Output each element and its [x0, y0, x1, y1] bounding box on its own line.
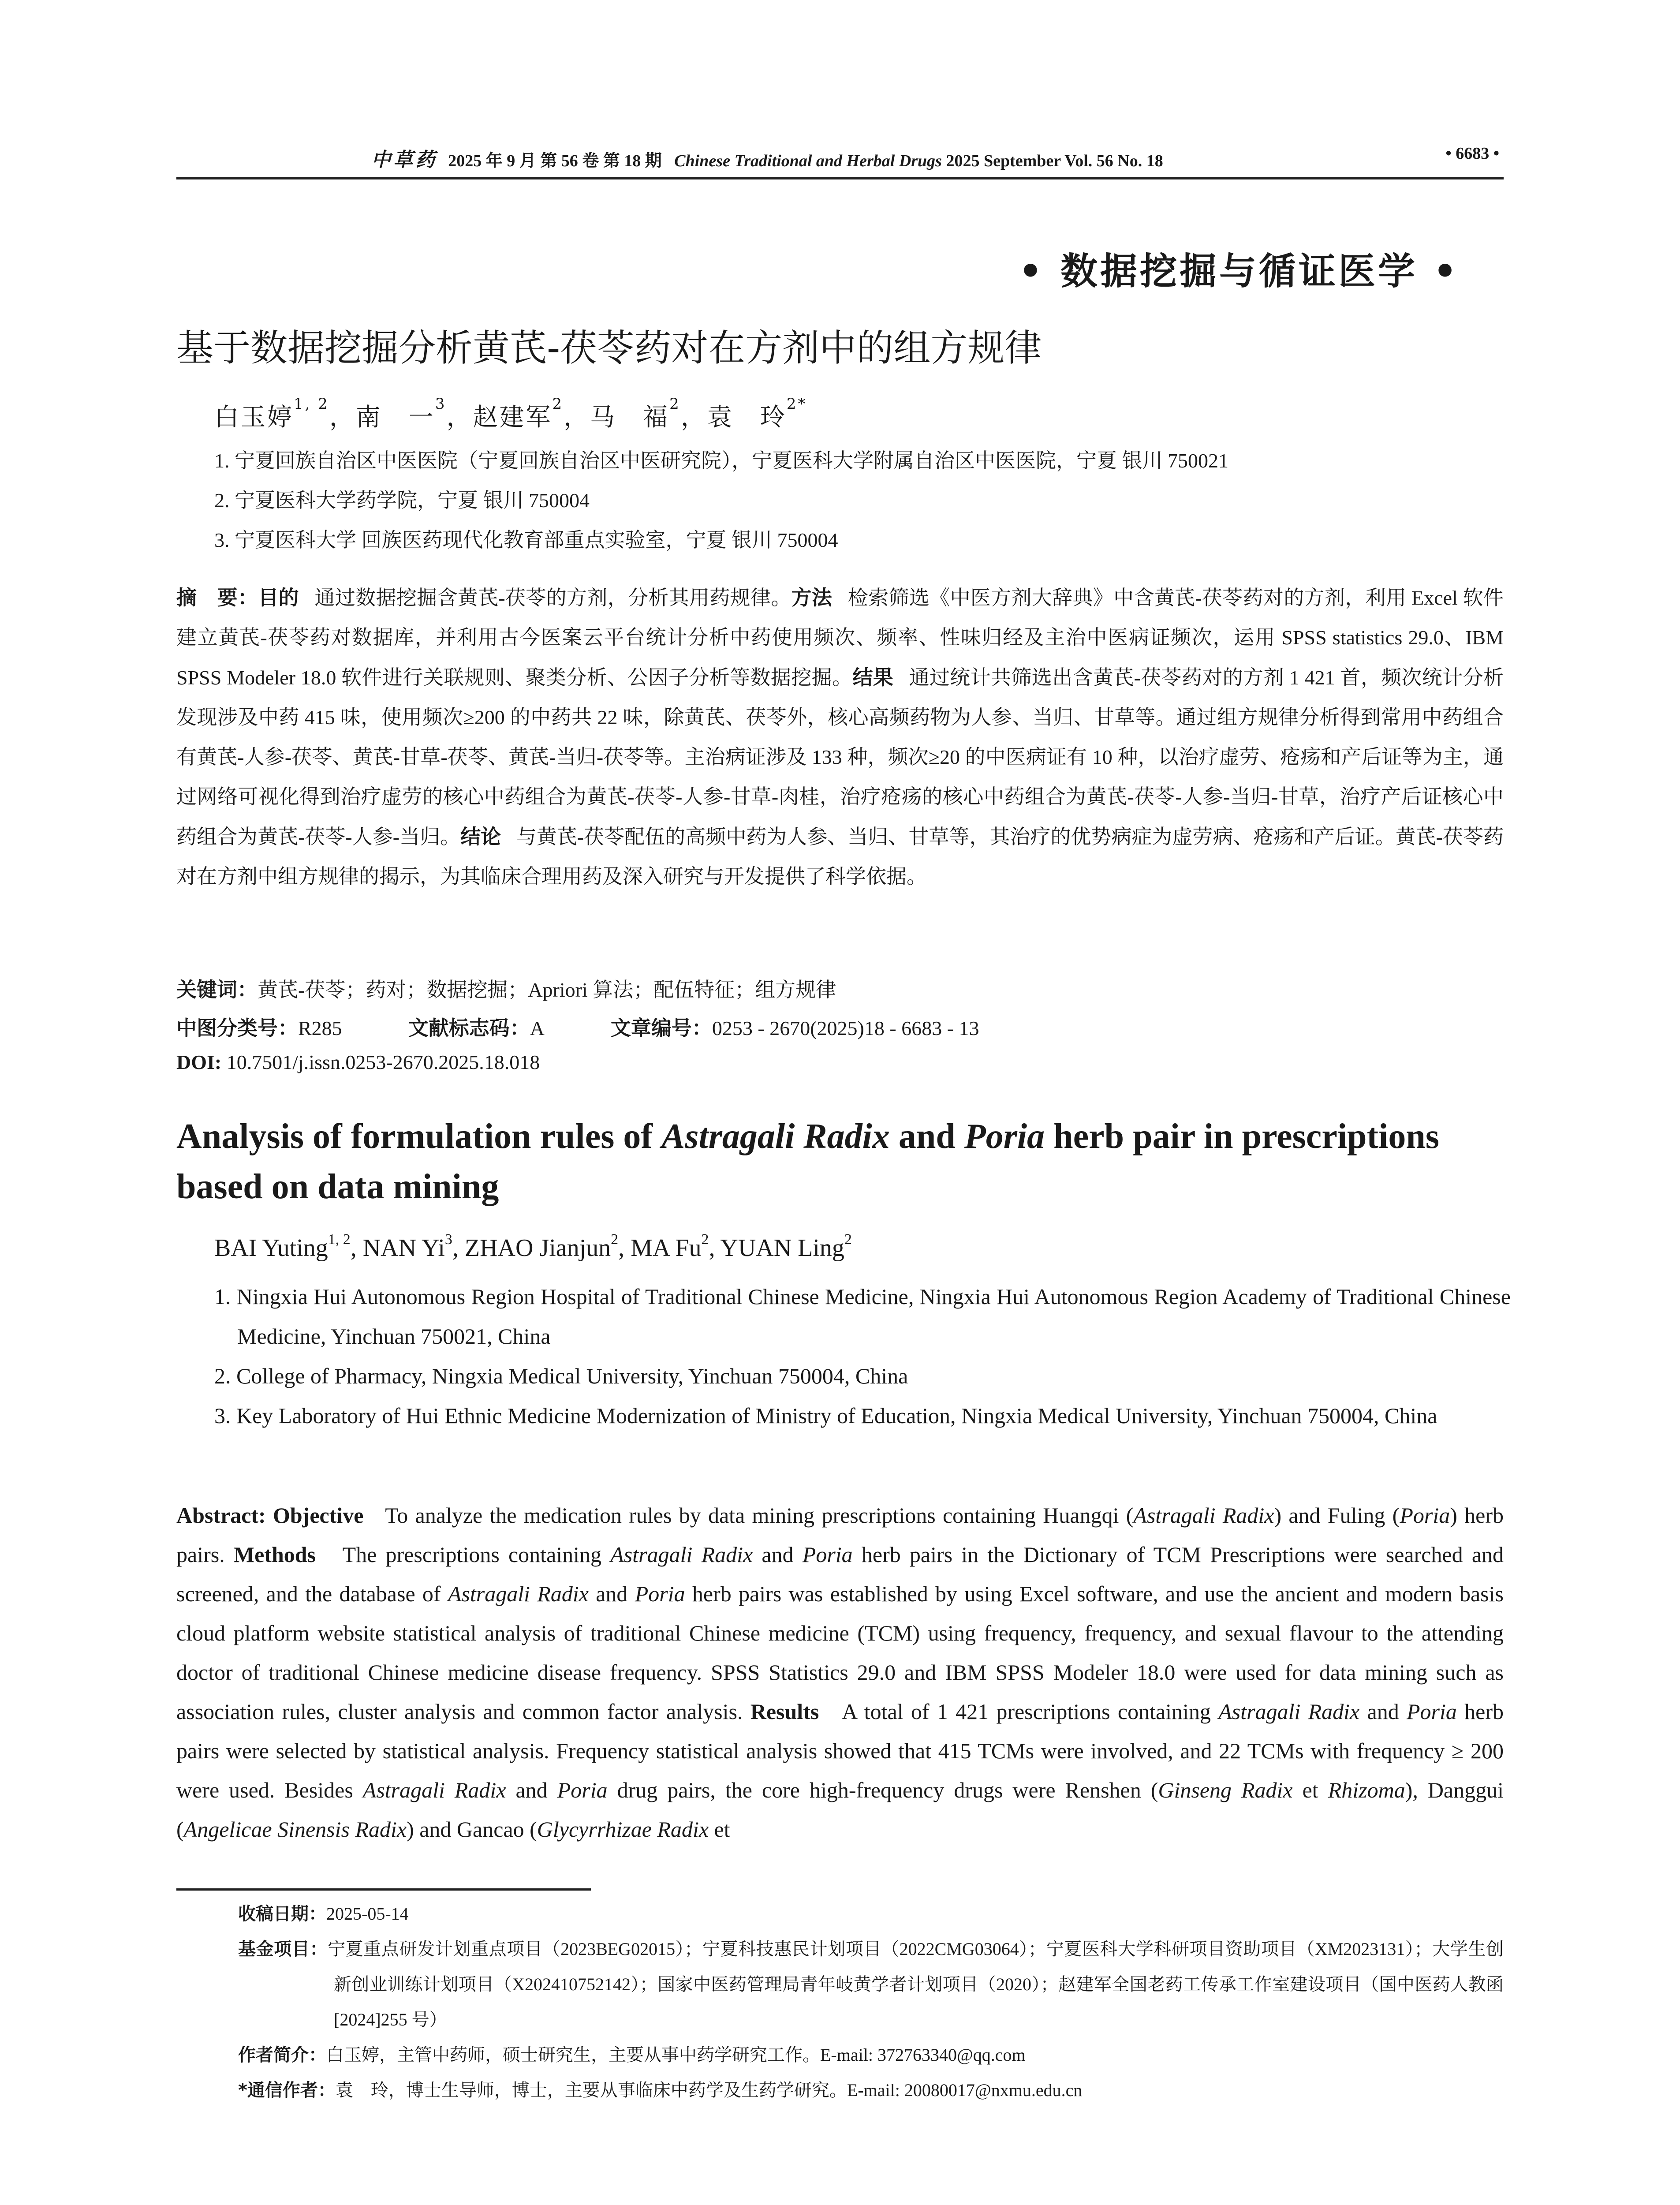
affiliation-list-cn: [214, 441, 1519, 560]
italic-term: Angelicae Sinensis Radix: [183, 1817, 407, 1842]
author-separator: ,: [618, 1234, 631, 1262]
author-affil-sup: 2*: [786, 395, 807, 413]
affiliation-cn: 2. 宁夏医科大学药学院，宁夏 银川 750004: [214, 489, 590, 512]
objective-label-cn: 目的: [258, 586, 299, 609]
author-affil-sup: 1, 2: [328, 1231, 351, 1248]
author-name-en: NAN Yi: [362, 1234, 445, 1262]
footnote-funding: [238, 1932, 1504, 2037]
author-affil-sup: 2: [552, 395, 564, 413]
author-name-cn: 南 一: [355, 403, 435, 432]
italic-term: Astragali Radix: [610, 1542, 753, 1567]
author-name-en: YUAN Ling: [720, 1234, 844, 1262]
abstract-text: and: [588, 1581, 635, 1606]
title-en-part: Analysis of formulation rules of: [176, 1117, 661, 1156]
abstract-text: herb pairs was established by using Excel software, and use the ancient and modern basis cloud platform website statistical analysis of traditional Chinese medicine (TCM) using frequency, frequency, and sexual flavour to the attending doctor of traditional Chinese medicine disease frequency. SPSS Statistics 29.0 and IBM SPSS Modeler 18.0 were used for data mining such as association rules, cluster analysis and common factor analysis.: [176, 1581, 1504, 1724]
abstract-text: ) and Gancao (: [407, 1817, 537, 1842]
doc-code-label: 文献标志码：: [408, 1016, 530, 1040]
running-header-center: [176, 144, 1358, 172]
results-label-en: Results: [750, 1699, 819, 1724]
abstract-label-cn: 摘 要：: [176, 586, 258, 609]
abstract-text: and: [506, 1778, 557, 1802]
footnotes: [238, 1896, 1504, 2108]
abstract-text: and: [753, 1542, 803, 1567]
affiliation-cn: 3. 宁夏医科大学 回族医药现代化教育部重点实验室，宁夏 银川 750004: [214, 529, 838, 551]
italic-term: Astragali Radix: [1133, 1503, 1274, 1528]
author-separator: ，: [680, 403, 707, 432]
conclusion-label-cn: 结论: [460, 825, 501, 848]
results-label-cn: 结果: [852, 665, 894, 689]
author-affil-sup: 2: [701, 1231, 709, 1248]
title-en-part: Poria: [964, 1117, 1045, 1156]
abstract-en: [176, 1496, 1504, 1849]
italic-term: Poria: [802, 1542, 853, 1567]
affiliation-cn: 1. 宁夏回族自治区中医医院（宁夏回族自治区中医研究院），宁夏医科大学附属自治区中医医院，宁夏 银川 750021: [214, 449, 1228, 472]
italic-term: Astragali Radix: [362, 1778, 506, 1802]
author-name-cn: 白玉婷: [214, 403, 294, 432]
methods-text-cn: 检索筛选《中医方剂大辞典》中含黄芪-茯苓药对的方剂，利用 Excel 软件建立黄芪-茯苓药对数据库，并利用古今医案云平台统计分析中药使用频次、频率、性味归经及主治中医病证频次，运用 SPSS statistics 29.0、IBM SPSS Modeler 18.0 软件进行关联规则、聚类分析、公因子分析等数据挖掘。: [176, 587, 1504, 689]
abstract-text: To analyze the medication rules by data mining prescriptions containing Huangqi (: [385, 1503, 1134, 1528]
footnote-text: 2025-05-14: [326, 1904, 409, 1924]
author-affil-sup: 3: [444, 1231, 452, 1248]
conclusion-text-cn: 与黄芪-茯苓配伍的高频中药为人参、当归、甘草等，其治疗的优势病症为虚劳病、疮疡和产后证。黄芪-茯苓药对在方剂中组方规律的揭示，为其临床合理用药及深入研究与开发提供了科学依据。: [176, 826, 1504, 888]
author-affil-sup: 1, 2: [294, 395, 329, 413]
author-name-en: ZHAO Jianjun: [464, 1234, 611, 1262]
author-affil-sup: 3: [435, 395, 447, 413]
classification-line: [176, 1012, 979, 1041]
affiliation-en: 3. Key Laboratory of Hui Ethnic Medicine Modernization of Ministry of Education, Ningxia Medical University, Yinchuan 750004, China: [214, 1403, 1437, 1428]
italic-term: Astragali Radix: [1218, 1699, 1360, 1724]
author-separator: ,: [350, 1234, 363, 1262]
author-list-en: [214, 1231, 852, 1262]
affiliation-en: 2. College of Pharmacy, Ningxia Medical University, Yinchuan 750004, China: [214, 1364, 908, 1388]
journal-name-en: Chinese Traditional and Herbal Drugs: [674, 152, 942, 170]
abstract-text: A total of 1 421 prescriptions containing: [842, 1699, 1219, 1724]
italic-term: Poria: [557, 1778, 608, 1802]
results-text-cn: 通过统计共筛选出含黄芪-茯苓药对的方剂 1 421 首，频次统计分析发现涉及中药 415 味，使用频次≥200 的中药共 22 味，除黄芪、茯苓外，核心高频药物为人参、当归、甘草等。通过组方规律分析得到常用中药组合有黄芪-人参-茯苓、黄芪-甘草-茯苓、黄芪-当归-茯苓等。主治病证涉及 133 种，频次≥20 的中医病证有 10 种，以治疗虚劳、疮疡和产后证等为主，通过网络可视化得到治疗虚劳的核心中药组合为黄芪-茯苓-人参-甘草-肉桂，治疗疮疡的核心中药组合为黄芪-茯苓-人参-当归-甘草，治疗产后证核心中药组合为黄芪-茯苓-人参-当归。: [176, 666, 1504, 848]
doi-line: [176, 1050, 540, 1074]
footnote-label: 作者简介：: [238, 2045, 326, 2065]
italic-term: Poria: [1406, 1699, 1457, 1724]
abstract-text: herb pairs were selected by statistical analysis. Frequency statistical analysis showed that 415 TCMs were involved, and 22 TCMs with frequency ≥ 200 were used. Besides: [176, 1699, 1504, 1802]
methods-label-en: Methods: [233, 1542, 316, 1567]
article-title-en: [176, 1111, 1499, 1212]
abstract-cn: [176, 578, 1504, 897]
objective-text-cn: 通过数据挖掘含黄芪-茯苓的方剂，分析其用药规律。: [314, 587, 791, 609]
clc-label: 中图分类号：: [176, 1016, 298, 1040]
title-en-part: herb pair in prescriptions based on data mining: [176, 1117, 1440, 1206]
footnote-text: 袁 玲，博士生导师，博士，主要从事临床中药学及生药学研究。E-mail: 20080017@nxmu.edu.cn: [335, 2080, 1083, 2100]
abstract-text: The prescriptions containing: [342, 1542, 611, 1567]
author-separator: ,: [452, 1234, 465, 1262]
abstract-text: drug pairs, the core high-frequency drugs were Renshen (: [607, 1778, 1158, 1802]
section-tag: • 数据挖掘与循证医学 •: [1019, 250, 1460, 293]
author-separator: ，: [446, 403, 473, 432]
footnote-received: [238, 1896, 1504, 1932]
abstract-text: ) herb pairs.: [176, 1503, 1504, 1567]
author-name-en: MA Fu: [631, 1234, 702, 1262]
clc-value: R285: [298, 1017, 342, 1039]
italic-term: Ginseng Radix: [1158, 1778, 1293, 1802]
methods-label-cn: 方法: [791, 586, 833, 609]
keywords-cn: [176, 974, 836, 1003]
abstract-text: et: [709, 1817, 730, 1842]
author-name-cn: 马 福: [590, 403, 670, 432]
doc-code-value: A: [530, 1017, 545, 1039]
abstract-text: et: [1292, 1778, 1328, 1802]
issue-info-en: 2025 September Vol. 56 No. 18: [946, 152, 1163, 170]
footnote-author-bio: [238, 2037, 1504, 2073]
author-separator: ，: [329, 403, 356, 432]
article-no-value: 0253 - 2670(2025)18 - 6683 - 13: [712, 1017, 979, 1039]
italic-term: Glycyrrhizae Radix: [537, 1817, 709, 1842]
footnote-label: 基金项目：: [238, 1939, 328, 1959]
author-separator: ,: [709, 1234, 721, 1262]
footnote-text: 宁夏重点研发计划重点项目（2023BEG02015）；宁夏科技惠民计划项目（2022CMG03064）；宁夏医科大学科研项目资助项目（XM2023131）；大学生创新创业训练计划项目（X202410752142）；国家中医药管理局青年岐黄学者计划项目（2020）；赵建军全国老药工传承工作室建设项目（国中医药人教函[2024]255 号）: [328, 1939, 1504, 2029]
article-no-label: 文章编号：: [610, 1016, 712, 1040]
footnote-text: 白玉婷，主管中药师，硕士研究生，主要从事中药学研究工作。E-mail: 372763340@qq.com: [326, 2045, 1026, 2065]
italic-term: Rhizoma: [1328, 1778, 1405, 1802]
abstract-text: ), Danggui (: [176, 1778, 1504, 1842]
issue-info-cn: 2025 年 9 月 第 56 卷 第 18 期: [448, 152, 662, 170]
page-number: • 6683 •: [1445, 144, 1499, 163]
keywords-label-cn: 关键词：: [176, 978, 258, 1002]
affiliation-list-en: [214, 1277, 1511, 1435]
footnote-corresponding: [238, 2073, 1504, 2108]
title-en-part: Astragali Radix: [661, 1117, 890, 1156]
doi-label: DOI:: [176, 1051, 222, 1073]
italic-term: Poria: [1400, 1503, 1450, 1528]
footnote-label: *通信作者：: [238, 2080, 336, 2100]
title-en-part: and: [889, 1117, 964, 1156]
keywords-text-cn: 黄芪-茯苓；药对；数据挖掘；Apriori 算法；配伍特征；组方规律: [258, 979, 836, 1001]
footnote-label: 收稿日期：: [238, 1904, 326, 1924]
footnote-rule: [176, 1888, 591, 1891]
abstract-text: herb pairs in the Dictionary of TCM Prescriptions were searched and screened, and the database of: [176, 1542, 1504, 1606]
running-header: [176, 142, 1504, 179]
author-affil-sup: 2: [844, 1231, 852, 1248]
affiliation-en: 1. Ningxia Hui Autonomous Region Hospital of Traditional Chinese Medicine, Ningxia Hui Autonomous Region Academy of Traditional Chinese Medicine, Yinchuan 750021, China: [214, 1284, 1511, 1349]
abstract-text: and: [1359, 1699, 1407, 1724]
author-name-cn: 赵建军: [473, 403, 553, 432]
author-affil-sup: 2: [611, 1231, 619, 1248]
author-affil-sup: 2: [669, 395, 681, 413]
author-list-cn: [214, 395, 807, 433]
italic-term: Astragali Radix: [448, 1581, 589, 1606]
author-name-en: BAI Yuting: [214, 1234, 328, 1262]
author-name-cn: 袁 玲: [707, 403, 787, 432]
abstract-text: ) and Fuling (: [1274, 1503, 1400, 1528]
doi-value: 10.7501/j.issn.0253-2670.2025.18.018: [226, 1051, 540, 1073]
italic-term: Poria: [635, 1581, 685, 1606]
author-separator: ，: [564, 403, 590, 432]
article-title-cn: 基于数据挖掘分析黄芪-茯苓药对在方剂中的组方规律: [176, 326, 1042, 370]
journal-name-cn: 中草药: [371, 149, 438, 171]
abstract-label-en: Abstract: Objective: [176, 1503, 364, 1528]
